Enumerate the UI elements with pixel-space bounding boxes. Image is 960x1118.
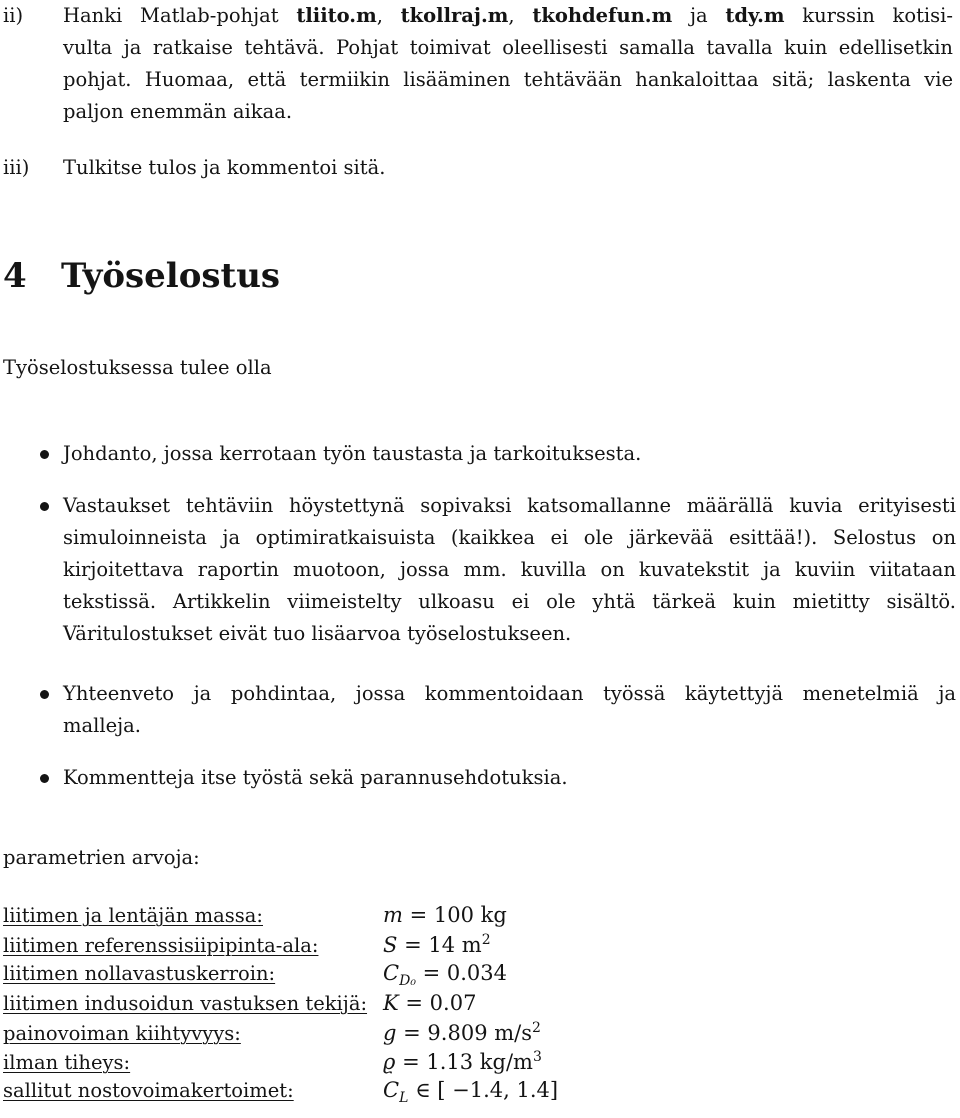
param-expression: = 1.13 kg/m [395, 1049, 533, 1074]
param-value [383, 903, 558, 932]
param-row [3, 903, 558, 932]
param-row [3, 1020, 558, 1049]
enum-line: pohjat. Huomaa, että termiikin lisääminen tehtävään hankaloittaa sitä; laskenta vie [63, 68, 953, 91]
param-row [3, 991, 558, 1020]
param-label: ilman tiheys: [3, 1050, 131, 1074]
param-label: liitimen nollavastuskerroin: [3, 962, 276, 986]
param-expression: ∈ [ −1.4, 1.4] [408, 1078, 559, 1103]
bullet-dot [40, 450, 49, 459]
param-expression: = 9.809 m/s [396, 1020, 532, 1045]
file-name: tkollraj.m [400, 4, 509, 27]
section-intro: Työselostuksessa tulee olla [3, 356, 272, 379]
param-symbol: K [383, 990, 399, 1015]
bullet-dot [40, 502, 49, 511]
param-symbol: S [383, 933, 398, 958]
param-row [3, 1049, 558, 1078]
param-superscript: 2 [481, 932, 491, 949]
param-expression: = 0.07 [398, 990, 477, 1015]
param-value [383, 1078, 558, 1107]
param-expression: = 14 m [397, 933, 482, 958]
param-superscript: 3 [532, 1048, 542, 1065]
enum-line: paljon enemmän aikaa. [63, 100, 293, 123]
enum-label: ii) [3, 4, 24, 27]
param-row [3, 1078, 558, 1107]
param-label: painovoiman kiihtyvyys: [3, 1021, 241, 1045]
file-name: tdy.m [725, 4, 785, 27]
param-label: sallitut nostovoimakertoimet: [3, 1079, 294, 1103]
bullet-item: Vastaukset tehtäviin höystettynä sopivaksi katsomallanne määrällä kuvia erityisesti simuloinneista ja optimiratkaisuista (kaikkea ei ole järkevää esittää!). Selostus on kirjoitettava raportin muotoon, jossa mm. kuvilla on kuvatekstit ja kuviin viitataan tekstissä. Artikkelin viimeistelty ulkoasu ei ole yhtä tärkeä kuin mietitty sisältö. Väritulostukset eivät tuo lisäarvoa työselostukseen. [63, 494, 956, 645]
params-title: parametrien arvoja: [3, 846, 200, 869]
param-label: liitimen ja lentäjän massa: [3, 904, 263, 927]
param-symbol: C [383, 961, 400, 986]
enum-line: Hanki Matlab-pohjat tliito.m, tkollraj.m, tkohdefun.m ja tdy.m kurssin kotisi- [63, 4, 953, 27]
param-symbol: g [383, 1020, 397, 1045]
param-value [383, 991, 558, 1020]
enum-item-ii [0, 0, 960, 130]
enum-line: Tulkitse tulos ja kommentoi sitä. [63, 156, 386, 179]
param-value [383, 1020, 558, 1049]
section-title: Työselostus [61, 256, 281, 296]
param-symbol: C [383, 1078, 400, 1103]
param-symbol: ϱ [383, 1049, 396, 1074]
param-value [383, 1049, 558, 1078]
bullet-dot [40, 690, 49, 699]
param-value [383, 961, 558, 990]
param-label: liitimen indusoidun vastuksen tekijä: [3, 991, 368, 1015]
param-subscript: L [399, 1090, 409, 1107]
params-table [3, 903, 558, 1107]
param-expression: = 100 kg [402, 903, 507, 927]
bullet-item: Kommentteja itse työstä sekä parannusehdotuksia. [63, 766, 568, 789]
param-label: liitimen referenssisiipipinta-ala: [3, 934, 319, 958]
bullet-dot [40, 774, 49, 783]
enum-item-iii [0, 152, 960, 186]
bullet-item: Johdanto, jossa kerrotaan työn taustasta ja tarkoituksesta. [63, 442, 642, 465]
enum-label: iii) [3, 156, 30, 179]
param-row [3, 961, 558, 990]
file-name: tliito.m [296, 4, 377, 27]
bullet-item: Yhteenveto ja pohdintaa, jossa kommentoidaan työssä käytettyjä menetelmiä ja malleja. [63, 682, 956, 737]
section-number: 4 [3, 256, 27, 296]
param-value [383, 932, 558, 961]
enum-line: vulta ja ratkaise tehtävä. Pohjat toimivat oleellisesti samalla tavalla kuin edellisetkin [63, 36, 953, 59]
param-expression: = 0.034 [415, 961, 508, 986]
param-superscript: 2 [532, 1019, 541, 1036]
param-subscript: D₀ [399, 973, 416, 990]
param-row [3, 932, 558, 961]
section-heading [3, 252, 280, 300]
file-name: tkohdefun.m [532, 4, 673, 27]
param-symbol: m [383, 903, 403, 927]
